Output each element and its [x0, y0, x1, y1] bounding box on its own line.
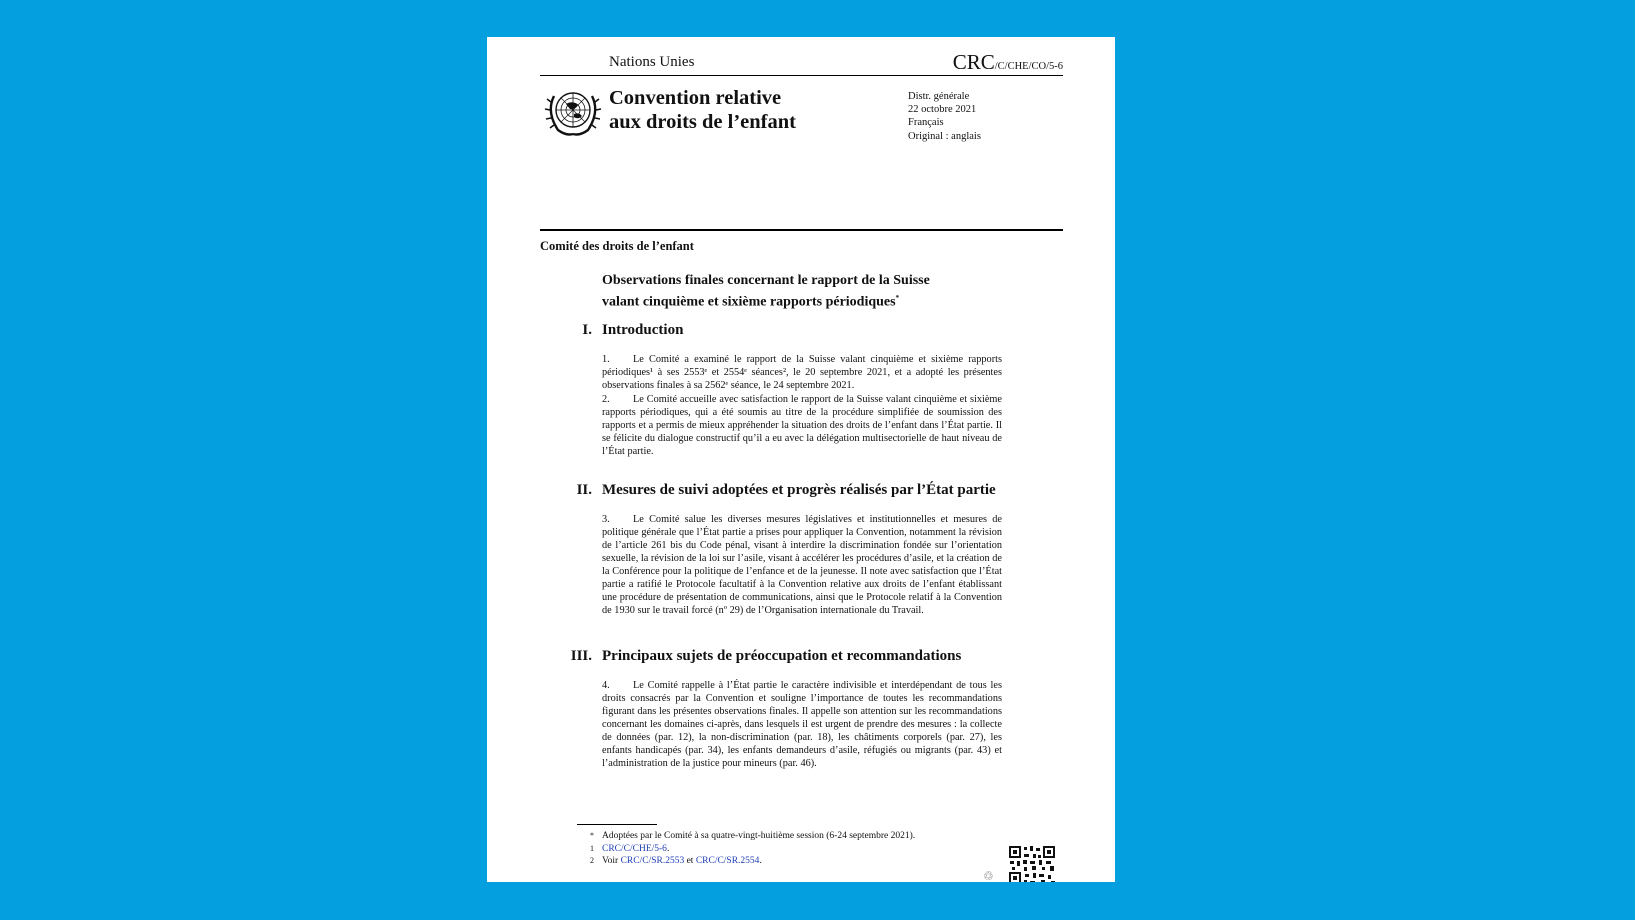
- footnote-divider: [577, 824, 657, 825]
- distribution-original: Original : anglais: [908, 130, 981, 142]
- document-title: [602, 273, 1022, 311]
- header-divider: [540, 229, 1063, 231]
- paragraph-text: Le Comité a examiné le rapport de la Suisse valant cinquième et sixième rapports périodiques¹ à ses 2553ᵉ et 2554ᵉ séances², le 20 septembre 2021, et a adopté les présentes observations finales à sa 2562ᵉ séance, le 24 septembre 2021.: [602, 354, 1002, 391]
- footnotes: [590, 830, 962, 868]
- paragraph: [602, 393, 1002, 458]
- paragraph: [602, 353, 1002, 392]
- paragraph-number: 2.: [602, 394, 610, 405]
- paragraph: [602, 679, 1002, 770]
- paragraph-number: 4.: [602, 680, 610, 691]
- title-line-1: Convention relative: [609, 87, 782, 109]
- section-number: I.: [582, 322, 592, 338]
- section-number: III.: [570, 648, 592, 664]
- document-title-line-2: valant cinquième et sixième rapports périodiques*: [602, 293, 900, 310]
- footnote-marker: 2: [590, 856, 594, 865]
- distribution-language: Français: [908, 117, 944, 129]
- un-emblem-icon: [544, 86, 602, 138]
- section-title: Principaux sujets de préoccupation et recommandations: [602, 648, 962, 664]
- footnote-link-sr2554[interactable]: CRC/C/SR.2554: [695, 856, 760, 866]
- committee-name: Comité des droits de l’enfant: [540, 239, 694, 253]
- distribution-type: Distr. générale: [908, 91, 970, 102]
- title-footnote-marker: *: [895, 293, 900, 302]
- footnote: [590, 830, 962, 843]
- symbol-rest: /C/CHE/CO/5-6: [994, 61, 1063, 72]
- convention-title: [609, 86, 796, 134]
- paragraph: [602, 513, 1002, 617]
- section-title: Introduction: [602, 322, 684, 338]
- footnote-marker: 1: [590, 843, 594, 853]
- title-line-2: aux droits de l’enfant: [609, 111, 796, 133]
- distribution-date: 22 octobre 2021: [908, 104, 977, 116]
- document-title-line-1: Observations finales concernant le rapport de la Suisse: [602, 273, 930, 288]
- paragraph-text: Le Comité salue les diverses mesures législatives et institutionnelles et mesures de politique générale que l’État partie a prises pour appliquer la Convention, notamment la révision de l’article 261 bis du Code pénal, visant à interdire la discrimination fondée sur l’orientation sexuelle, la révision de la loi sur l’asile, visant à accélérer les procédures d’asile, et la création de la Conférence pour la politique de l’enfance et de la jeunesse. Il note avec satisfaction que l’État partie a ratifié le Protocole facultatif à la Convention relative aux droits de l’enfant établissant une procédure de présentation de communications, ainsi que le Protocole relatif à la Convention de 1930 sur le travail forcé (nº 29) de l’Organisation internationale du Travail.: [602, 514, 1002, 616]
- paragraph-text: Le Comité rappelle à l’État partie le caractère indivisible et interdépendant de tous les droits consacrés par la Convention et souligne l’importance de toutes les recommandations figurant dans les présentes observations finales. Il appelle son attention sur les recommandations concernant les domaines ci-après, dans lesquels il est urgent de prendre des mesures : la collecte de données (par. 12), la non-discrimination (par. 18), les châtiments corporels (par. 27), les enfants handicapés (par. 34), les enfants demandeurs d’asile, réfugiés ou migrants (par. 43) et l’administration de la justice pour mineurs (par. 46).: [602, 680, 1002, 769]
- footnote-marker: *: [590, 831, 594, 840]
- paragraph-number: 1.: [602, 354, 610, 365]
- footnote-link-sr2553[interactable]: CRC/C/SR.2553: [620, 856, 685, 866]
- qr-code-icon: [1008, 845, 1056, 882]
- section-title: Mesures de suivi adoptées et progrès réalisés par l’État partie: [602, 482, 996, 498]
- paragraph-text: Le Comité accueille avec satisfaction le rapport de la Suisse valant cinquième et sixième rapports périodiques, qui a été soumis au titre de la procédure simplifiée de soumission des rapports et a permis de mieux appréhender la situation des droits de l’enfant dans l’État partie. Il se félicite du dialogue constructif qu’il a eu avec la délégation multisectorielle de haut niveau de l’État partie.: [602, 394, 1002, 457]
- footnote: 2 Voir CRC/C/SR.2553 et CRC/C/SR.2554.: [590, 856, 762, 866]
- organization-name: Nations Unies: [609, 54, 695, 70]
- recycle-icon: ♲: [983, 869, 994, 882]
- document-page: [487, 37, 1115, 882]
- symbol-main: CRC: [952, 50, 995, 74]
- document-symbol: [953, 50, 1063, 75]
- section-number: II.: [576, 482, 592, 498]
- footnote-link-report[interactable]: CRC/C/CHE/5-6: [602, 843, 667, 854]
- footnote-text: Adoptées par le Comité à sa quatre-vingt-huitième session (6-24 septembre 2021).: [602, 831, 916, 841]
- distribution-block: [908, 90, 981, 143]
- footnote: 1 CRC/C/CHE/5-6.: [590, 843, 670, 854]
- header-bar: [540, 50, 1063, 76]
- paragraph-number: 3.: [602, 514, 610, 525]
